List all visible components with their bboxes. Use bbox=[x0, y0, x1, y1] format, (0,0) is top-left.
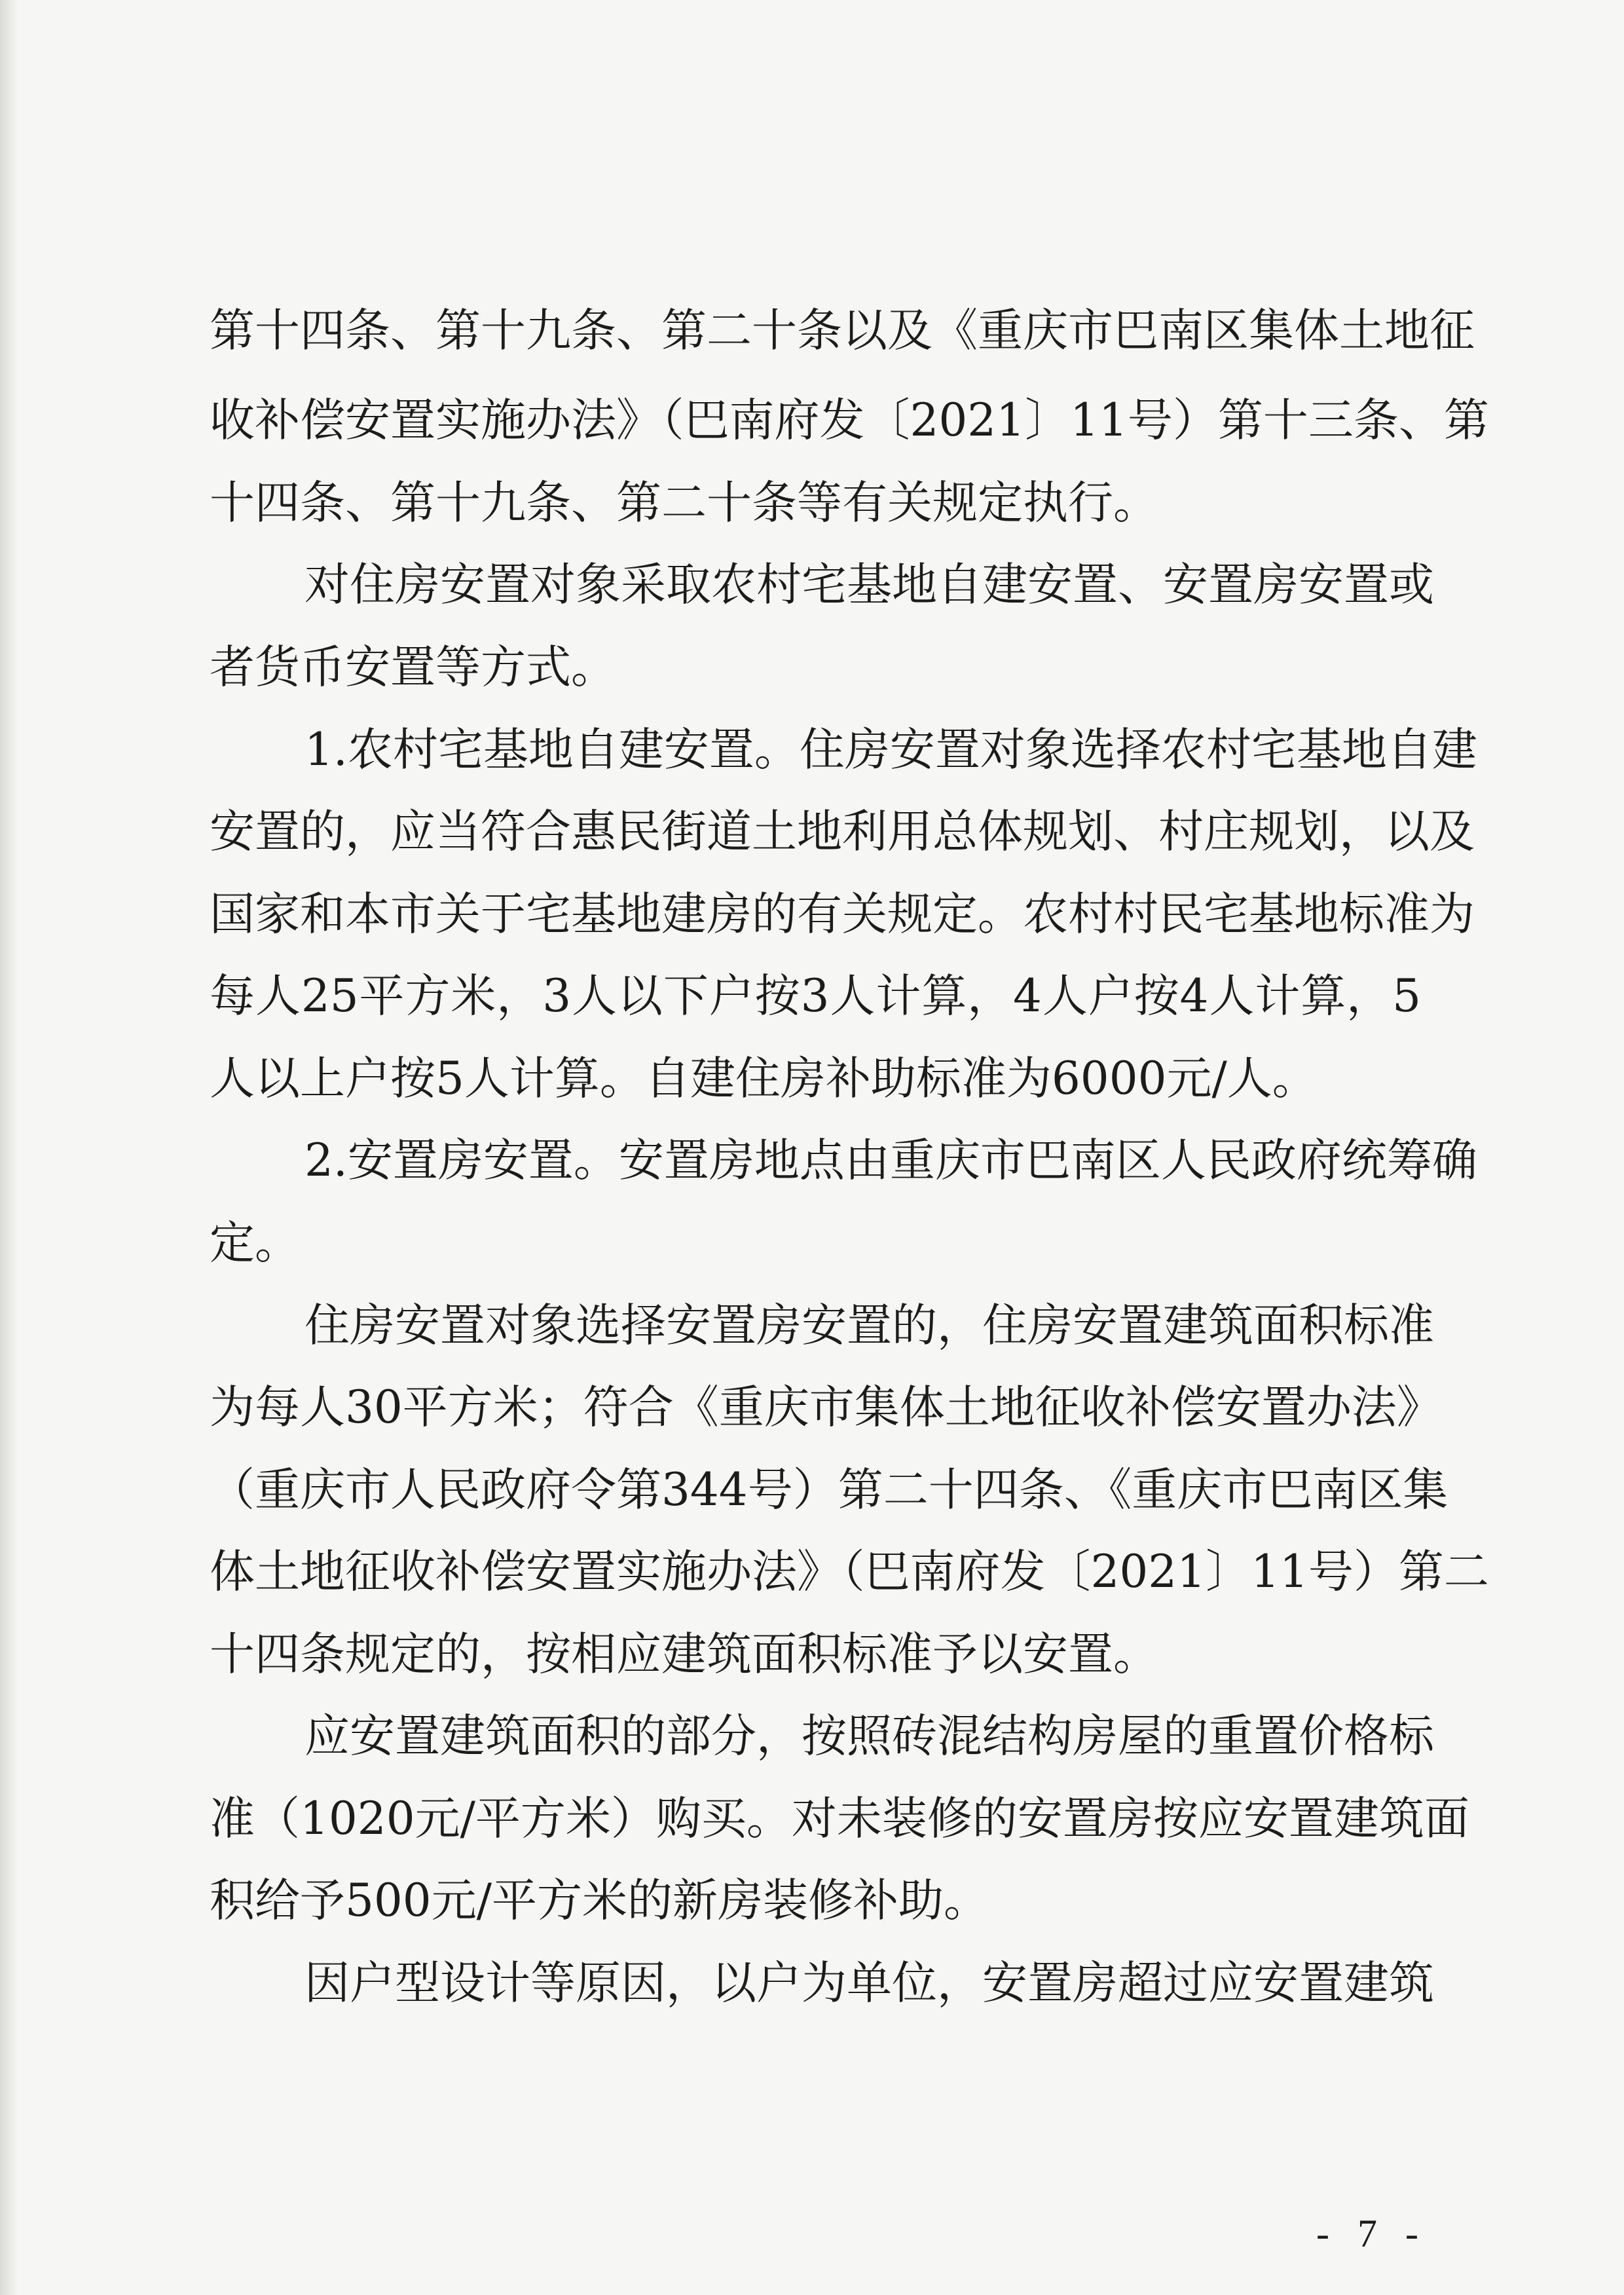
text-line: 第十四条、第十九条、第二十条以及《重庆市巴南区集体土地征 bbox=[210, 305, 1475, 357]
text-line: （重庆市人民政府令第344号）第二十四条、《重庆市巴南区集 bbox=[210, 1464, 1449, 1516]
text-line: 每人25平方米，3人以下户按3人计算，4人户按4人计算，5 bbox=[210, 970, 1421, 1022]
text-line: 准（1020元/平方米）购买。对未装修的安置房按应安置建筑面 bbox=[210, 1793, 1469, 1845]
text-line: 定。 bbox=[210, 1217, 300, 1269]
text-line: 国家和本市关于宅基地建房的有关规定。农村村民宅基地标准为 bbox=[210, 888, 1475, 941]
text-line: 积给予500元/平方米的新房装修补助。 bbox=[210, 1875, 989, 1927]
text-line: 十四条、第十九条、第二十条等有关规定执行。 bbox=[210, 477, 1158, 529]
page-number: - 7 - bbox=[1316, 2212, 1428, 2255]
text-line: 住房安置对象选择安置房安置的，住房安置建筑面积标准 bbox=[304, 1299, 1434, 1352]
text-line: 人以上户按5人计算。自建住房补助标准为6000元/人。 bbox=[210, 1053, 1318, 1105]
text-line: 为每人30平方米；符合《重庆市集体土地征收补偿安置办法》 bbox=[210, 1381, 1442, 1434]
text-line: 安置的，应当符合惠民街道土地利用总体规划、村庄规划，以及 bbox=[210, 806, 1475, 858]
text-line: 2.安置房安置。安置房地点由重庆市巴南区人民政府统筹确 bbox=[304, 1134, 1477, 1187]
text-line: 因户型设计等原因，以户为单位，安置房超过应安置建筑 bbox=[304, 1957, 1434, 2009]
text-line: 应安置建筑面积的部分，按照砖混结构房屋的重置价格标 bbox=[304, 1710, 1434, 1763]
text-line: 体土地征收补偿安置实施办法》（巴南府发〔2021〕11号）第二 bbox=[210, 1546, 1489, 1598]
text-line: 者货币安置等方式。 bbox=[210, 641, 616, 694]
text-line: 1.农村宅基地自建安置。住房安置对象选择农村宅基地自建 bbox=[304, 724, 1477, 776]
text-line: 收补偿安置实施办法》（巴南府发〔2021〕11号）第十三条、第 bbox=[210, 394, 1489, 447]
text-line: 十四条规定的，按相应建筑面积标准予以安置。 bbox=[210, 1628, 1158, 1681]
scan-edge-shadow bbox=[0, 0, 18, 2295]
text-line: 对住房安置对象采取农村宅基地自建安置、安置房安置或 bbox=[304, 559, 1434, 611]
